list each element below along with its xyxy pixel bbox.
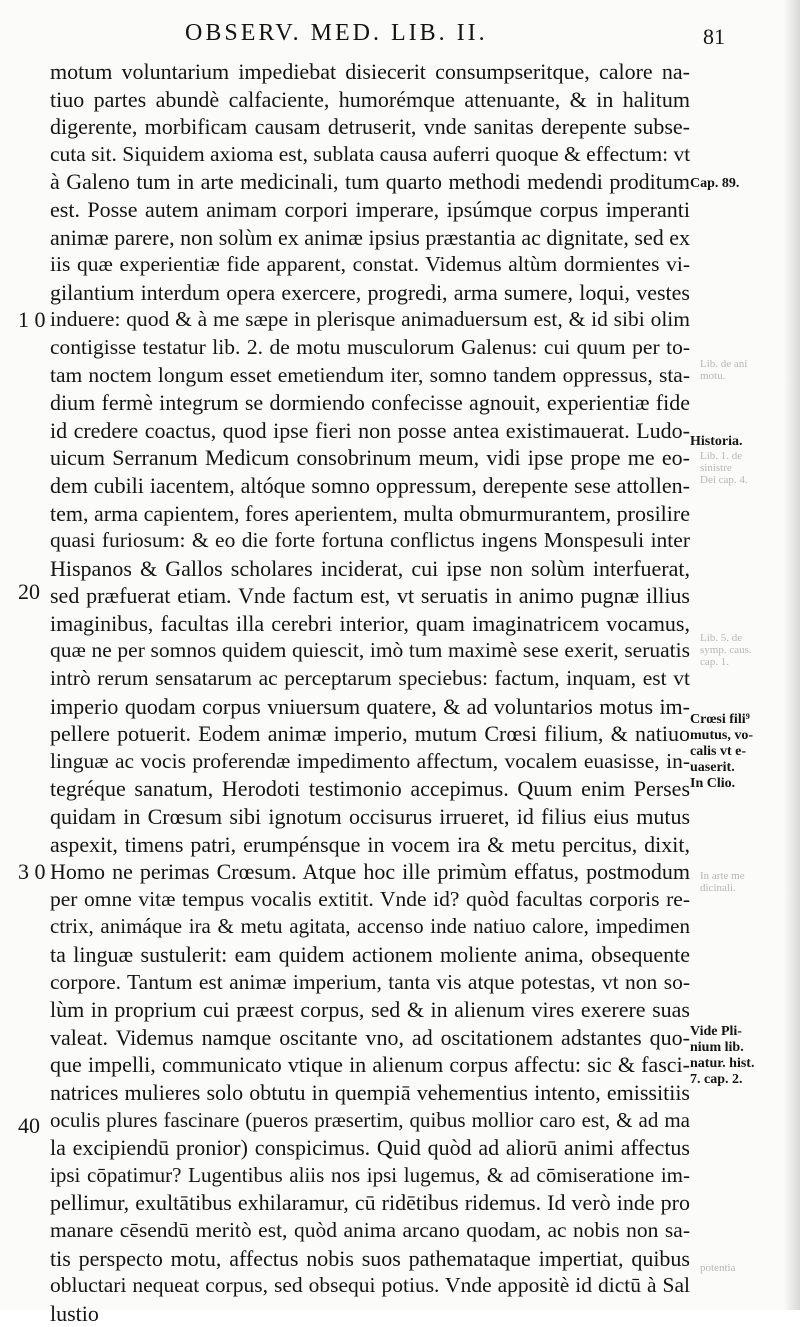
text-line: ctrix, animáque ira & metu agitata, accenso inde natiuo calore, impedimen xyxy=(50,914,690,939)
bleed-through-text xyxy=(700,358,747,382)
text-line: corpore. Tantum est animæ imperium, tanta vis atque potestas, vt non so- xyxy=(50,969,690,994)
text-line: imaginibus, facultas illa cerebri interior, quam imaginatricem vocamus, xyxy=(50,610,690,636)
bleed-line: Lib. de ani xyxy=(700,358,748,370)
text-line: quidam in Crœsum sibi ignotum occisurus irrueret, id filius eius mutus xyxy=(50,804,690,830)
text-line: intrò rerum sensatarum ac perceptarum speciebus: factum, inquam, est vt xyxy=(50,666,690,691)
text-line: que impelli, communicato vtique in alienum corpus affectu: sic & fasci- xyxy=(50,1052,690,1078)
margin-note-line: Vide Pli- xyxy=(690,1024,742,1039)
text-line: linguæ ac vocis proferendæ impedimento affectum, vocalem euasisse, in- xyxy=(50,748,690,773)
text-line: est. Posse autem animam corpori imperare, ipsúmque corpus imperanti xyxy=(50,196,690,222)
margin-note-historia: Historia. xyxy=(690,434,743,449)
text-line: dium fermè integrum se dormiendo confecisse agnouit, experientiæ fide xyxy=(50,390,690,416)
margin-note-line: mutus, vo- xyxy=(690,728,754,743)
text-line: tis perspecto motu, affectus nobis suos pathemataque impertiat, quibus xyxy=(50,1245,690,1271)
text-line: dem cubili iacentem, altóque somno oppressum, derepente sese attollen- xyxy=(50,472,690,498)
text-line: per omne vitæ tempus vocalis extitit. Vnde id? quòd facultas corporis re- xyxy=(50,886,690,911)
margin-note-line: 7. cap. 2. xyxy=(690,1072,743,1087)
line-number-20: 20 xyxy=(18,579,40,604)
margin-note-line: uaserit. xyxy=(690,760,735,775)
bleed-line: cap. 1. xyxy=(700,656,730,668)
text-line: ta linguæ sustulerit: eam quidem actionem moliente anima, obsequente xyxy=(50,942,690,967)
bleed-line: In arte me xyxy=(700,870,745,882)
bleed-line: Lib. 5. de xyxy=(700,632,743,644)
text-line: valeat. Videmus namque oscitante vno, ad oscitationem adstantes quo- xyxy=(50,1024,690,1050)
bleed-through-text xyxy=(700,1262,735,1274)
text-line: à Galeno tum in arte medicinali, tum quarto methodi medendi proditum xyxy=(50,169,690,195)
line-number-40: 40 xyxy=(18,1113,40,1138)
bleed-through-text xyxy=(700,450,748,486)
margin-note-plinium xyxy=(690,1024,754,1088)
bleed-line: dicinali. xyxy=(700,882,736,894)
text-line: aspexit, timens patri, erumpénsque in vocem ira & metu percitus, dixit, xyxy=(50,831,690,857)
text-line: manare cēsendū meritò est, quòd anima arcano quodam, ac nobis non sa- xyxy=(50,1217,690,1242)
bleed-line: Lib. 1. de xyxy=(700,450,743,462)
body-text xyxy=(50,58,690,1327)
text-line: quasi furiosum: & eo die forte fortuna conflictus ingens Monspesuli inter xyxy=(50,528,690,553)
text-line: natrices mulieres solo obtutu in quempiā vehementius intento, emissitiis xyxy=(50,1079,690,1105)
text-line: tegréque sanatum, Herodoti testimonio accepimus. Quum enim Perses xyxy=(50,776,690,802)
text-line: la excipiendū pronior) conspicimus. Quid quòd ad aliorū animi affectus xyxy=(50,1135,690,1161)
page-number: 81 xyxy=(703,24,725,49)
text-line: gilantium interdum opera exercere, progredi, arma sumere, loqui, vestes xyxy=(50,279,690,305)
text-line: tiuo partes abundè calfaciente, humorémque attenuante, & in halitum xyxy=(50,86,690,112)
text-line: pellimur, exultātibus exhilaramur, cū ridētibus ridemus. Id verò inde pro xyxy=(50,1190,690,1216)
margin-note-croesi xyxy=(690,712,753,792)
text-line: iis quæ experientiæ fide apparent, constat. Videmus altùm dormientes vi- xyxy=(50,252,690,277)
bleed-line: symp. caus. xyxy=(700,644,752,656)
text-line: motum voluntarium impediebat disiecerit consumpseritque, calore na- xyxy=(50,59,690,84)
bleed-through-text xyxy=(700,870,745,894)
text-line: tam noctem longum esset emetiendum iter, somno tandem oppressus, sta- xyxy=(50,362,690,387)
text-line: contigisse testatur lib. 2. de motu musculorum Galenus: cui quum per to- xyxy=(50,334,690,359)
text-line: quæ ne per somnos quidem quiescit, imò tum maximè sese exerit, seruatis xyxy=(50,638,690,663)
bleed-line: Dei cap. 4. xyxy=(700,474,748,486)
text-line: pellere potuerit. Eodem animæ imperio, mutum Crœsi filium, & natiuo xyxy=(50,721,690,747)
text-line: oculis plures fascinare (pueros præsertim, quibus mollior caro est, & ad ma xyxy=(50,1107,690,1132)
running-title: OBSERV. MED. LIB. II. xyxy=(185,20,488,46)
text-line: induere: quod & à me sæpe in plerisque animaduersum est, & id sibi olim xyxy=(50,307,690,332)
text-line: ipsi cōpatimur? Lugentibus aliis nos ipsi lugemus, & ad cōmiseratione im- xyxy=(50,1162,690,1187)
line-number-30: 3 0 xyxy=(18,859,46,884)
margin-note-line: In Clio. xyxy=(690,776,736,791)
page-edge-shadow xyxy=(784,0,800,1310)
text-line: Hispanos & Gallos scholares inciderat, cui ipse non solùm interfuerat, xyxy=(50,555,690,581)
margin-note-cap89: Cap. 89. xyxy=(690,176,740,191)
text-line: uicum Serranum Medicum consobrinum meum, vidi ipse prope me eo- xyxy=(50,445,690,471)
text-line: Homo ne perimas Crœsum. Atque hoc ille primùm effatus, postmodum xyxy=(50,859,690,885)
bleed-line: motu. xyxy=(700,370,726,382)
text-line: id credere coactus, quod ipse fieri non posse antea existimauerat. Ludo- xyxy=(50,417,690,443)
bleed-line: potentia xyxy=(700,1262,736,1274)
margin-note-line: nium lib. xyxy=(690,1040,744,1055)
text-line: imperio quodam corpus vniuersum quatere, & ad voluntarios motus im- xyxy=(50,693,690,719)
bleed-line: sinistre xyxy=(700,462,732,474)
text-line: cuta sit. Siquidem axioma est, sublata causa auferri quoque & effectum: vt xyxy=(50,141,691,166)
margin-note-line: Crœsi fili⁹ xyxy=(690,712,750,727)
line-number-10: 1 0 xyxy=(18,307,46,332)
margin-note-line: calis vt e- xyxy=(690,744,746,759)
text-line: lustio xyxy=(50,1300,99,1326)
text-line: tem, arma capientem, fores aperientem, multa obmurmurantem, prosilire xyxy=(50,500,690,526)
text-line: digerente, morbificam causam detruserit, vnde sanitas derepente subse- xyxy=(50,114,690,140)
text-line: lùm in proprium cui præest corpus, sed & in alienum vires exerere suas xyxy=(50,997,690,1023)
text-line: animæ parere, non solùm ex animæ ipsius præstantia ac dignitate, sed ex xyxy=(50,224,690,250)
bleed-through-text xyxy=(700,632,752,668)
margin-note-line: natur. hist. xyxy=(690,1056,755,1071)
text-line: sed præfuerat etiam. Vnde factum est, vt seruatis in animo pugnæ illius xyxy=(50,583,690,609)
text-line: obluctari nequeat corpus, sed obsequi potius. Vnde appositè id dictū à Sal xyxy=(50,1273,690,1298)
